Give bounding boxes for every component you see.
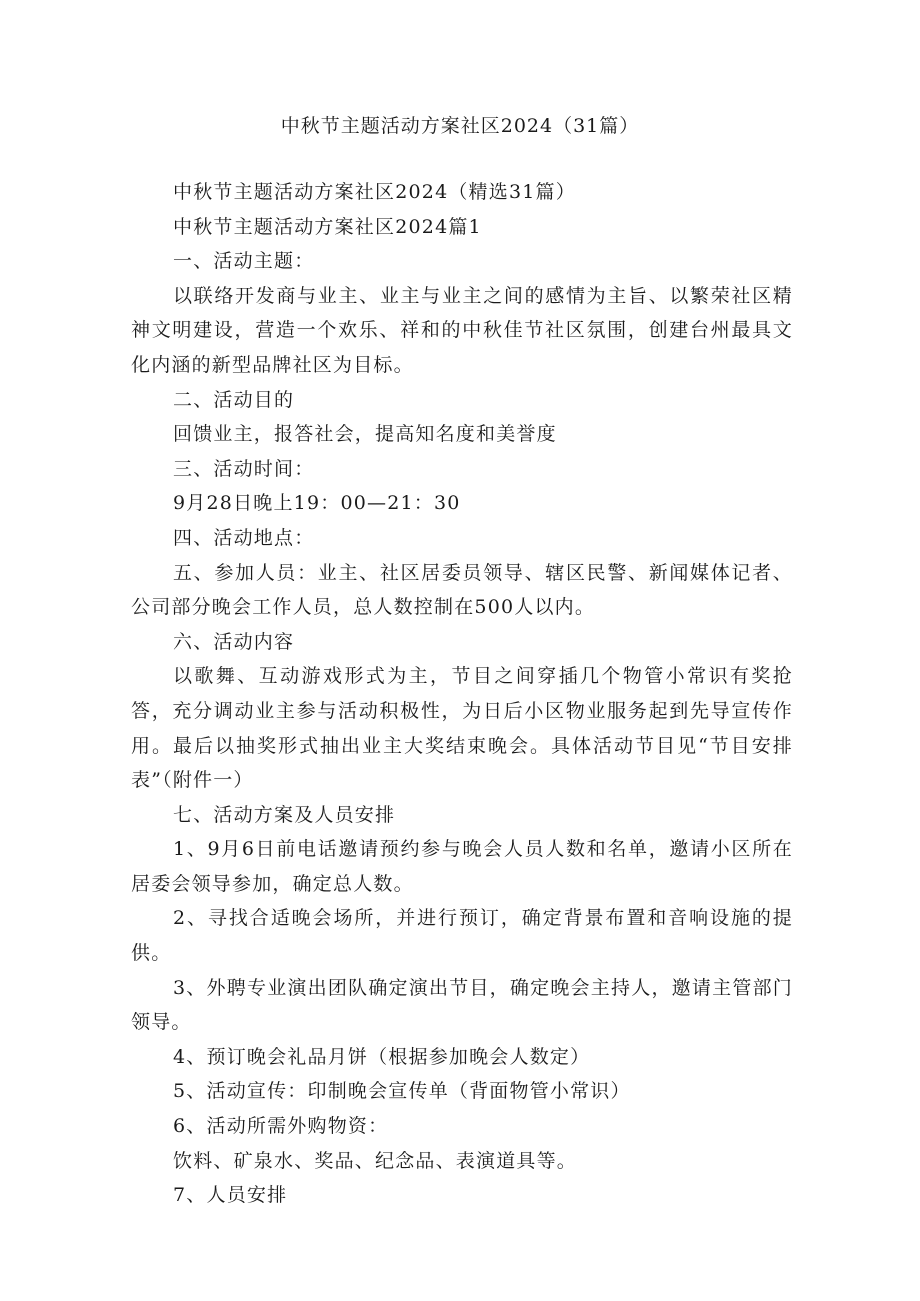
paragraph-section-heading: 中秋节主题活动方案社区2024篇1 (173, 215, 482, 238)
paragraph-plan-item-1: 1、9月6日前电话邀请预约参与晚会人员人数和名单，邀请小区所在居委会领导参加，确定总人数。 (131, 838, 793, 895)
paragraph-heading-purpose: 二、活动目的 (173, 388, 295, 411)
paragraph-heading-time: 三、活动时间： (173, 457, 315, 480)
paragraph-heading-theme: 一、活动主题： (173, 250, 315, 273)
paragraph-plan-item-5: 5、活动宣传：印制晚会宣传单（背面物管小常识） (173, 1080, 631, 1103)
paragraph-participants: 五、参加人员：业主、社区居委员领导、辖区民警、新闻媒体记者、公司部分晚会工作人员，总人数控制在500人以内。 (131, 561, 793, 619)
paragraph-content-text: 以歌舞、互动游戏形式为主，节目之间穿插几个物管小常识有奖抢答，充分调动业主参与活动积极性，为日后小区物业服务起到先导宣传作用。最后以抽奖形式抽出业主大奖结束晚会。具体活动节目见“节目安排表”（附件一） (131, 665, 793, 792)
paragraph-plan-item-4: 4、预订晚会礼品月饼（根据参加晚会人数定） (173, 1045, 591, 1068)
document-title: 中秋节主题活动方案社区2024（31篇） (280, 115, 640, 137)
document-body (131, 175, 793, 1213)
paragraph-theme-text: 以联络开发商与业主、业主与业主之间的感情为主旨、以繁荣社区精神文明建设，营造一个欢乐、祥和的中秋佳节社区氛围，创建台州最具文化内涵的新型品牌社区为目标。 (131, 284, 793, 376)
paragraph-purpose-text: 回馈业主，报答社会，提高知名度和美誉度 (173, 423, 557, 446)
paragraph-plan-item-6: 6、活动所需外购物资： (173, 1115, 389, 1138)
paragraph-supplies-text: 饮料、矿泉水、奖品、纪念品、表演道具等。 (173, 1149, 578, 1172)
paragraph-time-text: 9月28日晚上19：00—21：30 (173, 492, 461, 515)
paragraph-plan-item-3: 3、外聘专业演出团队确定演出节目，确定晚会主持人，邀请主管部门领导。 (131, 976, 793, 1034)
paragraph-plan-item-2: 2、寻找合适晚会场所，并进行预订，确定背景布置和音响设施的提供。 (131, 907, 793, 965)
paragraph-plan-item-7: 7、人员安排 (173, 1184, 288, 1207)
paragraph-heading-location: 四、活动地点： (173, 526, 315, 549)
paragraph-heading-content: 六、活动内容 (173, 630, 295, 653)
paragraph-subtitle: 中秋节主题活动方案社区2024（精选31篇） (173, 181, 576, 203)
paragraph-heading-plan: 七、活动方案及人员安排 (173, 803, 396, 826)
